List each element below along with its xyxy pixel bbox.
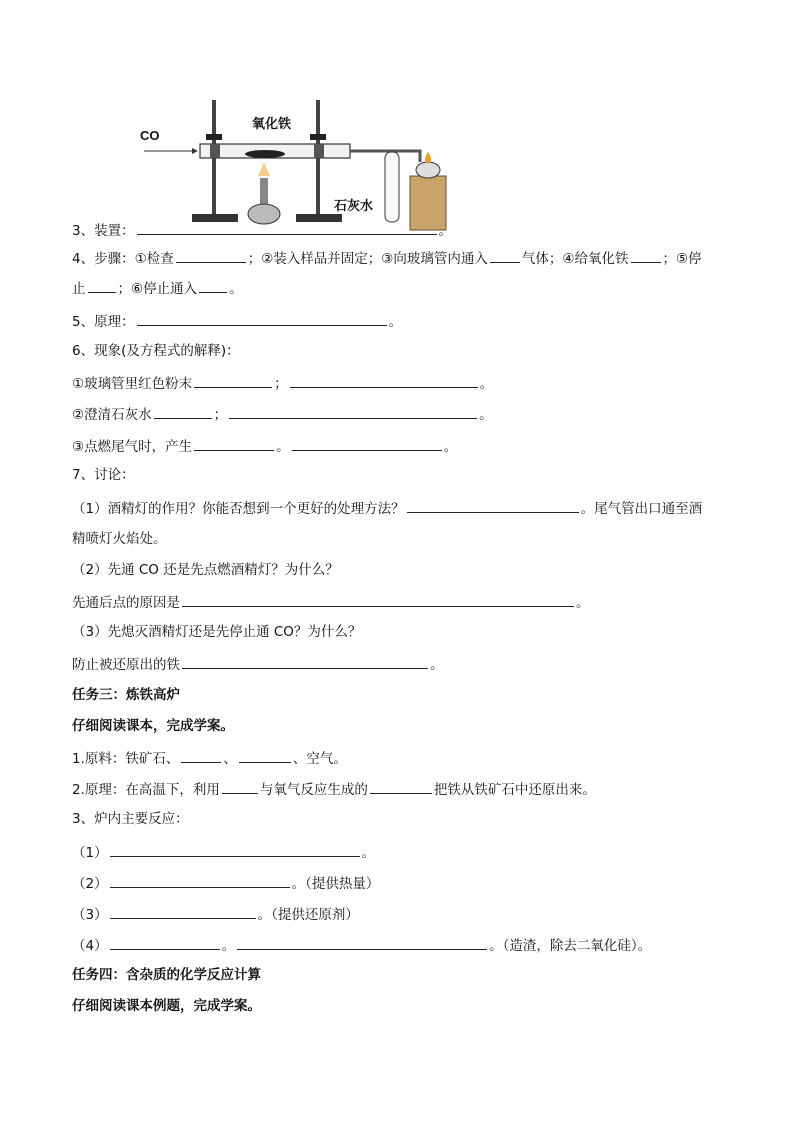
item-6-3: ③点燃尾气时，产生 。 。 bbox=[72, 436, 457, 456]
answer-blank[interactable] bbox=[137, 311, 387, 326]
item-5-principle: 5、原理： 。 bbox=[72, 311, 402, 331]
answer-blank[interactable] bbox=[182, 654, 428, 669]
item-7-1-line1: （1）酒精灯的作用？你能否想到一个更好的处理方法？ 。尾气管出口通至酒 bbox=[72, 498, 702, 518]
answer-blank[interactable] bbox=[110, 842, 360, 857]
co-label: CO bbox=[140, 128, 160, 143]
answer-blank[interactable] bbox=[181, 748, 221, 763]
apparatus-diagram bbox=[130, 92, 460, 232]
item-7-1-line2: 精喷灯火焰处。 bbox=[72, 531, 167, 547]
task-4-heading: 任务四：含杂质的化学反应计算 bbox=[72, 967, 261, 983]
answer-blank[interactable] bbox=[88, 278, 116, 293]
answer-blank[interactable] bbox=[631, 248, 661, 263]
item-7-3-question: （3）先熄灭酒精灯还是先停止通 CO？为什么？ bbox=[72, 624, 362, 640]
item-7-2-answer: 先通后点的原因是 。 bbox=[72, 592, 590, 612]
answer-blank[interactable] bbox=[176, 248, 246, 263]
materials-line: 1.原料：铁矿石、 、 、空气。 bbox=[72, 748, 347, 768]
reaction-4: （4） 。 。（造渣，除去二氧化硅）。 bbox=[72, 935, 651, 955]
answer-blank[interactable] bbox=[239, 748, 291, 763]
reaction-3: （3） 。（提供还原剂） bbox=[72, 904, 359, 924]
answer-blank[interactable] bbox=[182, 592, 574, 607]
answer-blank[interactable] bbox=[292, 436, 442, 451]
reaction-1: （1） 。 bbox=[72, 842, 375, 862]
answer-blank[interactable] bbox=[199, 278, 227, 293]
answer-blank[interactable] bbox=[237, 935, 487, 950]
answer-blank[interactable] bbox=[370, 779, 432, 794]
answer-blank[interactable] bbox=[110, 935, 220, 950]
answer-blank[interactable] bbox=[194, 373, 272, 388]
answer-blank[interactable] bbox=[222, 779, 258, 794]
answer-blank[interactable] bbox=[110, 873, 290, 888]
furnace-reactions-heading: 3、炉内主要反应： bbox=[72, 811, 189, 827]
item-7-discussion: 7、讨论： bbox=[72, 467, 135, 483]
item-6-phenomena: 6、现象(及方程式的解释)： bbox=[72, 343, 240, 359]
item-6-2: ②澄清石灰水 ； 。 bbox=[72, 404, 493, 424]
answer-blank[interactable] bbox=[194, 436, 274, 451]
answer-blank[interactable] bbox=[290, 373, 478, 388]
item-6-1: ①玻璃管里红色粉末 ； 。 bbox=[72, 373, 493, 393]
principle-line: 2.原理：在高温下，利用 与氧气反应生成的 把铁从铁矿石中还原出来。 bbox=[72, 779, 596, 799]
answer-blank[interactable] bbox=[154, 404, 212, 419]
limewater-label: 石灰水 bbox=[334, 198, 374, 213]
item-4-steps-line1: 4、步骤：①检查 ；②装入样品并固定；③向玻璃管内通入 气体；④给氧化铁 ；⑤停 bbox=[72, 248, 702, 268]
item-4-steps-line2: 止 ；⑥停止通入 。 bbox=[72, 278, 243, 298]
item-7-2-question: （2）先通 CO 还是先点燃酒精灯？为什么？ bbox=[72, 562, 339, 578]
answer-blank[interactable] bbox=[110, 904, 256, 919]
task-3-heading: 任务三：炼铁高炉 bbox=[72, 687, 180, 703]
reaction-2: （2） 。（提供热量） bbox=[72, 873, 379, 893]
task-3-instruction: 仔细阅读课本，完成学案。 bbox=[72, 718, 234, 734]
answer-blank[interactable] bbox=[137, 220, 437, 235]
answer-blank[interactable] bbox=[407, 498, 579, 513]
item-7-3-answer: 防止被还原出的铁 。 bbox=[72, 654, 444, 674]
task-4-instruction: 仔细阅读课本例题，完成学案。 bbox=[72, 998, 261, 1014]
answer-blank[interactable] bbox=[229, 404, 477, 419]
item-3-apparatus: 3、装置： 。 bbox=[72, 220, 452, 240]
answer-blank[interactable] bbox=[490, 248, 520, 263]
iron-oxide-label: 氧化铁 bbox=[252, 116, 292, 131]
